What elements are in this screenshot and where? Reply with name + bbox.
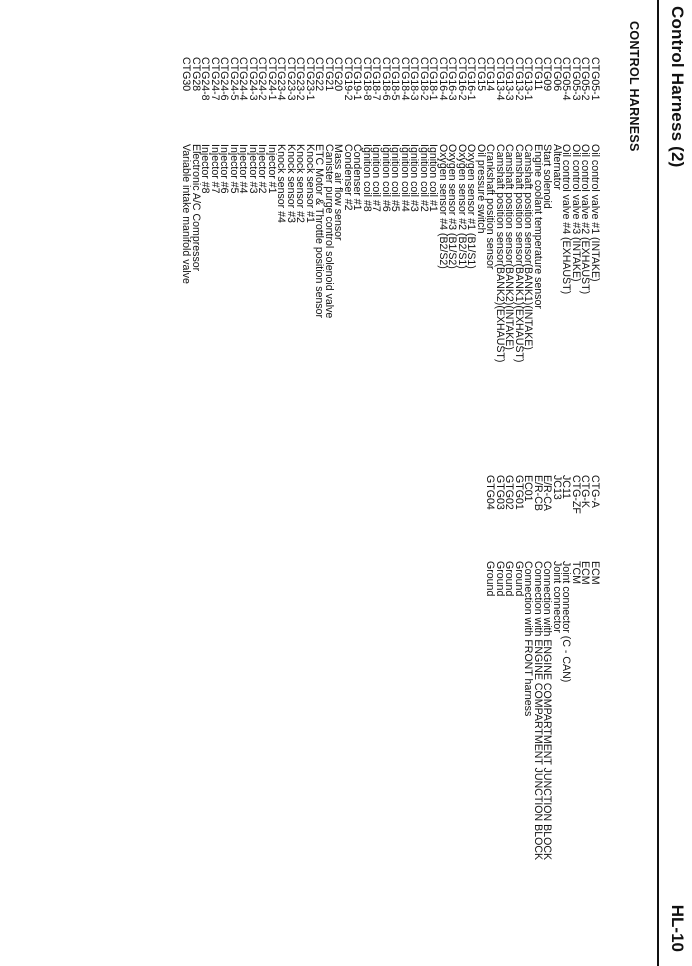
connector-description: Oxygen sensor #1 (B1/S1) [465, 144, 478, 269]
connector-description: Knock sensor #2 [294, 144, 307, 223]
connector-description: Camshaft position sensor(BANK2)(EXHAUST) [494, 144, 506, 363]
connector-row [286, 57, 296, 517]
connector-row [314, 57, 324, 517]
connector-description: Start solenoid [541, 144, 554, 209]
connector-code: CTG24-8 [199, 57, 212, 101]
connector-code: E/R-CB [532, 475, 544, 511]
connector-description: Crankshaft position sensor [484, 144, 497, 270]
connector-code: GTG04 [484, 475, 497, 510]
connector-row [438, 57, 448, 517]
connector-row [276, 57, 286, 517]
connector-description: Ground [484, 561, 497, 597]
connector-row [343, 57, 353, 517]
connector-description: Alternator [551, 144, 563, 190]
connector-row [580, 57, 590, 517]
connector-description: Joint connector [551, 561, 563, 633]
connector-code: CTG13-2 [513, 57, 525, 101]
connector-code: CTG09 [541, 57, 554, 92]
connector-description: Electronic A/C Compressor [190, 144, 202, 272]
connector-code: CTG13-1 [522, 57, 535, 101]
connector-code: GTG03 [494, 475, 506, 510]
connector-description: Ground [513, 561, 525, 597]
connector-code: JC13 [551, 475, 563, 500]
connector-description: Ignition coil #5 [389, 144, 402, 212]
connector-description: Connection with FRONT harness [522, 561, 535, 717]
page-title: Control Harness (2) [668, 6, 687, 168]
connector-code: CTG24-4 [237, 57, 250, 101]
connector-code: CTG11 [532, 57, 544, 91]
connector-description: Ignition coil #1 [427, 144, 440, 212]
connector-description: Oxygen sensor #3 (B1/S2) [446, 144, 459, 269]
connector-row [219, 57, 229, 517]
connector-row [381, 57, 391, 517]
connector-description: TCM [570, 561, 582, 584]
connector-row [514, 475, 524, 955]
connector-row [409, 57, 419, 517]
connector-code: CTG24-5 [228, 57, 240, 101]
connector-code: CTG18-7 [370, 57, 383, 101]
connector-row [181, 57, 191, 517]
connector-description: Injector #2 [256, 144, 269, 194]
connector-code: CTG24-7 [209, 57, 221, 101]
connector-code: CTG18-5 [389, 57, 402, 101]
connector-description: Camshaft position sensor(BANK1)(INTAKE) [522, 144, 535, 350]
connector-code: CTG-K [579, 475, 592, 508]
connector-description: Joint connector (C - CAN) [560, 561, 573, 683]
connector-description: Oil pressure switch [475, 144, 487, 234]
connector-row [400, 57, 410, 517]
connector-code: CTG-ZF [570, 475, 582, 514]
connector-description: Oil control valve #4 (EXHAUST) [560, 144, 573, 295]
connector-description: Ignition coil #2 [418, 144, 430, 212]
connector-code: CTG16-2 [456, 57, 468, 101]
connector-description: Oil control valve #3 (INTAKE) [570, 144, 582, 282]
connector-row [580, 475, 590, 955]
connector-row [571, 475, 581, 955]
connector-description: Ground [494, 561, 506, 597]
connector-code: CTG06 [551, 57, 563, 92]
connector-description: Oxygen sensor #4 (B2/S2) [437, 144, 449, 269]
connector-code: CTG16-3 [446, 57, 459, 101]
connector-description: Knock sensor #3 [285, 144, 297, 223]
connector-row [495, 475, 505, 955]
connector-row [457, 57, 467, 517]
connector-description: ECM [579, 561, 592, 585]
connector-code: CTG24-3 [247, 57, 259, 101]
connector-code: CTG18-4 [399, 57, 411, 101]
connector-code: CTG13-3 [503, 57, 516, 101]
connector-row [248, 57, 258, 517]
connector-description: Injector #6 [218, 144, 231, 194]
connector-code: CTG18-6 [380, 57, 392, 101]
connector-row [305, 57, 315, 517]
connector-description: Knock sensor #4 [275, 144, 288, 223]
connector-code: GTG01 [513, 475, 525, 510]
connector-description: Camshaft position sensor(BANK1)(EXHAUST) [513, 144, 525, 363]
connector-description: Knock sensor #1 [304, 144, 316, 223]
connector-code: CTG05-1 [589, 57, 601, 101]
connector-code: CTG16-4 [437, 57, 449, 101]
connector-description: Ignition coil #4 [399, 144, 411, 212]
connector-row [561, 57, 571, 517]
connector-description: Injector #8 [199, 144, 212, 194]
connector-code: CTG23-2 [294, 57, 307, 101]
connector-row [552, 57, 562, 517]
connector-code: JC11 [560, 475, 573, 499]
connector-code: CTG20 [332, 57, 345, 92]
connector-description: Injector #1 [266, 144, 278, 194]
connector-description: Oil control valve #1 (INTAKE) [589, 144, 601, 282]
connector-description: Engine coolant temperature sensor [532, 144, 544, 309]
connector-code: GTG02 [503, 475, 516, 510]
connector-code: CTG24-6 [218, 57, 231, 101]
connector-row [238, 57, 248, 517]
connector-code: CTG15 [475, 57, 487, 92]
connector-code: CTG18-8 [361, 57, 373, 101]
connector-description: Camshaft position sensor(BANK2)(INTAKE) [503, 144, 516, 350]
connector-description: Ground [503, 561, 516, 597]
connector-description: Mass air flow sensor [332, 144, 345, 241]
connector-row [229, 57, 239, 517]
connector-description: ECM [589, 561, 601, 585]
connector-row [495, 57, 505, 517]
connector-code: CTG19-2 [342, 57, 354, 101]
connector-row [210, 57, 220, 517]
connector-code: CTG21 [323, 57, 335, 92]
connector-code: CTG22 [313, 57, 326, 92]
connector-description: Condenser #2 [342, 144, 354, 211]
connector-description: ETC Motor & Throttle position sensor [313, 144, 326, 319]
connector-code: CTG-A [589, 475, 601, 508]
connector-row [447, 57, 457, 517]
connector-code: CTG18-3 [408, 57, 421, 101]
connector-row [504, 475, 514, 955]
connector-row [523, 475, 533, 955]
connector-row [466, 57, 476, 517]
connector-code: CTG24-1 [266, 57, 278, 101]
connector-row [362, 57, 372, 517]
connector-description: Injector #5 [228, 144, 240, 194]
connector-code: E/R-CA [541, 475, 554, 511]
connector-description: Injector #3 [247, 144, 259, 194]
connector-row [476, 57, 486, 517]
connector-description: Ignition coil #3 [408, 144, 421, 212]
connector-code: CTG05-4 [560, 57, 573, 101]
page-number: HL-10 [668, 904, 687, 952]
connector-description: Oil control valve #2 (EXHAUST) [579, 144, 592, 295]
connector-row [267, 57, 277, 517]
connector-description: Connection with ENGINE COMPARTMENT JUNCTION BLOCK [532, 561, 544, 861]
connector-code: CTG23-4 [275, 57, 288, 101]
connector-description: Injector #4 [237, 144, 250, 194]
connector-row [257, 57, 267, 517]
connector-code: CTG23-1 [304, 57, 316, 101]
connector-list-right [485, 475, 599, 955]
page-header [659, 0, 692, 966]
connector-code: CTG05-3 [570, 57, 582, 101]
connector-description: Ignition coil #7 [370, 144, 383, 212]
connector-description: Canister purge control solenoid valve [323, 144, 335, 319]
section-heading: CONTROL HARNESS [627, 21, 641, 152]
connector-row [390, 57, 400, 517]
connector-description: Variable intake manifold valve [180, 144, 193, 284]
connector-code: CTG18-1 [427, 57, 440, 101]
connector-description: Condenser #1 [351, 144, 364, 211]
connector-code: CTG30 [180, 57, 193, 92]
connector-row [485, 57, 495, 517]
connector-row [295, 57, 305, 517]
connector-row [352, 57, 362, 517]
connector-description: Ignition coil #6 [380, 144, 392, 212]
connector-code: CTG28 [190, 57, 202, 92]
connector-code: CTG14 [484, 57, 497, 92]
connector-list-left [181, 57, 599, 517]
connector-code: EC01 [522, 475, 535, 502]
connector-row [590, 475, 600, 955]
connector-code: CTG13-4 [494, 57, 506, 101]
connector-row [371, 57, 381, 517]
connector-row [200, 57, 210, 517]
connector-row [428, 57, 438, 517]
connector-code: CTG19-1 [351, 57, 364, 101]
connector-description: Injector #7 [209, 144, 221, 194]
connector-code: CTG18-2 [418, 57, 430, 101]
connector-description: Connection with ENGINE COMPARTMENT JUNCTION BLOCK [541, 561, 554, 861]
connector-code: CTG05-2 [579, 57, 592, 101]
connector-row [419, 57, 429, 517]
connector-code: CTG23-3 [285, 57, 297, 101]
connector-description: Ignition coil #8 [361, 144, 373, 212]
connector-code: CTG24-2 [256, 57, 269, 101]
connector-row [191, 57, 201, 517]
connector-description: Oxygen sensor #2 (B2/S1) [456, 144, 468, 269]
connector-row [485, 475, 495, 955]
header-divider [657, 0, 659, 966]
connector-code: CTG16-1 [465, 57, 478, 101]
connector-row [561, 475, 571, 955]
